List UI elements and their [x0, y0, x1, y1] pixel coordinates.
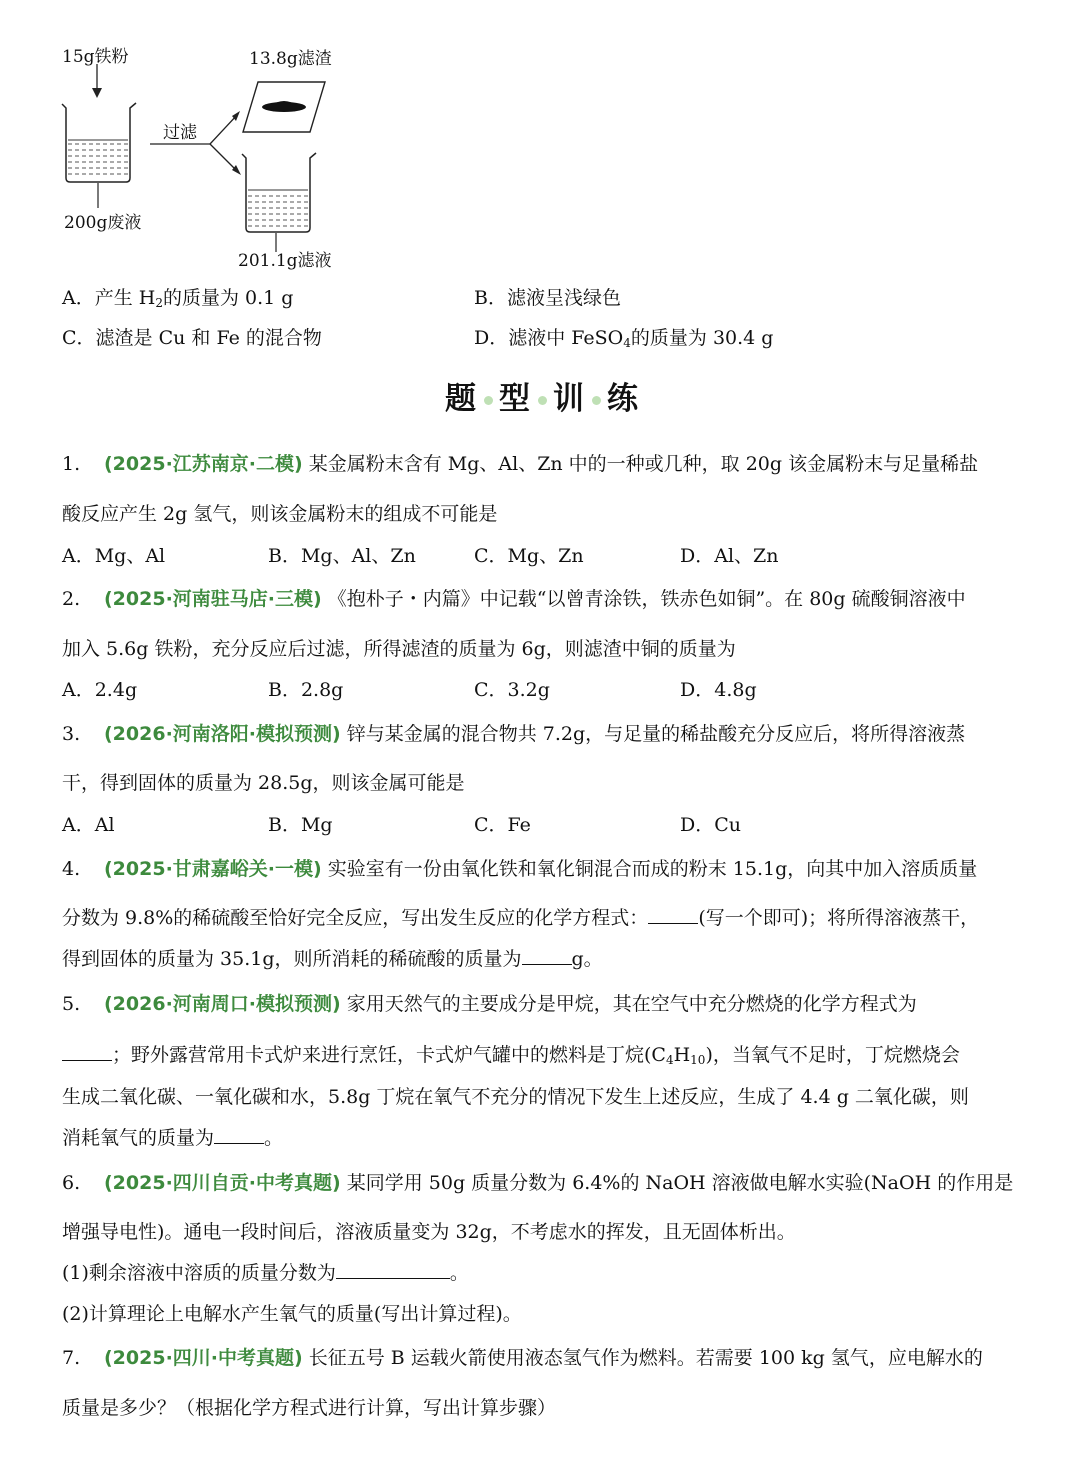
q4-line3: 得到固体的质量为 35.1g，则所消耗的稀硫酸的质量为 g。 [62, 948, 603, 970]
q3-line1: 3. (2026·河南洛阳·模拟预测) 锌与某金属的混合物共 7.2g，与足量的稀盐酸充分反应后，将所得溶液蒸 [62, 723, 966, 745]
filtrate-label: 201.1g滤液 [238, 251, 332, 271]
answer-blank[interactable] [522, 946, 572, 965]
question-source: (2025·河南驻马店·三模) [104, 588, 322, 610]
title-dot [484, 396, 493, 405]
answer-blank[interactable] [648, 905, 698, 924]
q5-line1: 5. (2026·河南周口·模拟预测) 家用天然气的主要成分是甲烷，其在空气中充分燃烧的化学方程式为 [62, 993, 917, 1015]
q2-line2: 加入 5.6g 铁粉，充分反应后过滤，所得滤渣的质量为 6g，则滤渣中铜的质量为 [62, 638, 736, 660]
prev-option-d: D．滤液中 FeSO$_4$的质量为 30.4 g [474, 327, 774, 350]
q2-option-b: B．2.8g [268, 679, 344, 701]
filter-label: 过滤 [163, 123, 197, 143]
question-source: (2025·四川自贡·中考真题) [104, 1172, 341, 1194]
q1-option-b: B．Mg、Al、Zn [268, 545, 416, 567]
q3-option-a: A．Al [62, 814, 115, 836]
section-title: 题 型 训 练 [445, 381, 640, 417]
q1-option-c: C．Mg、Zn [474, 545, 584, 567]
q4-line1: 4. (2025·甘肃嘉峪关·一模) 实验室有一份由氧化铁和氧化铜混合而成的粉末 15.1g，向其中加入溶质质量 [62, 858, 978, 880]
answer-blank[interactable] [62, 1042, 112, 1061]
waste-label: 200g废液 [64, 213, 142, 233]
question-number: 2. [62, 588, 81, 610]
q1-line2: 酸反应产生 2g 氢气，则该金属粉末的组成不可能是 [62, 503, 498, 525]
q7-line1: 7. (2025·四川·中考真题) 长征五号 B 运载火箭使用液态氢气作为燃料。若需要 100 kg 氢气，应电解水的 [62, 1347, 983, 1369]
prev-option-a: A．产生 $H_2$的质量为 0.1 g [62, 287, 294, 310]
question-source: (2026·河南洛阳·模拟预测) [104, 723, 341, 745]
question-number: 6. [62, 1172, 81, 1194]
q5-line4: 消耗氧气的质量为 。 [62, 1127, 284, 1149]
q2-option-c: C．3.2g [474, 679, 550, 701]
q2-line1: 2. (2025·河南驻马店·三模) 《抱朴子・内篇》中记载“以曾青涂铁，铁赤色如铜”。在 80g 硫酸铜溶液中 [62, 588, 966, 610]
q1-option-a: A．Mg、Al [62, 545, 166, 567]
title-dot [538, 396, 547, 405]
residue-label: 13.8g滤渣 [249, 49, 332, 69]
q4-line2: 分数为 9.8%的稀硫酸至恰好完全反应，写出发生反应的化学方程式： (写一个即可)；将所得溶液蒸干， [62, 907, 980, 929]
prev-option-b: B．滤液呈浅绿色 [474, 287, 621, 309]
answer-blank[interactable] [214, 1125, 264, 1144]
q6-line1: 6. (2025·四川自贡·中考真题) 某同学用 50g 质量分数为 6.4%的 NaOH 溶液做电解水实验(NaOH 的作用是 [62, 1172, 1014, 1194]
iron-label: 15g铁粉 [62, 47, 129, 67]
q1-line1: 1. (2025·江苏南京·二模) 某金属粉末含有 Mg、Al、Zn 中的一种或几种，取 20g 该金属粉末与足量稀盐 [62, 453, 979, 475]
q3-option-b: B．Mg [268, 814, 333, 836]
question-source: (2026·河南周口·模拟预测) [104, 993, 341, 1015]
question-number: 7. [62, 1347, 81, 1369]
q2-option-d: D．4.8g [680, 679, 757, 701]
q3-line2: 干，得到固体的质量为 28.5g，则该金属可能是 [62, 772, 465, 794]
answer-blank[interactable] [336, 1260, 450, 1279]
question-number: 1. [62, 453, 81, 475]
question-source: (2025·甘肃嘉峪关·一模) [104, 858, 322, 880]
question-source: (2025·四川·中考真题) [104, 1347, 303, 1369]
question-number: 5. [62, 993, 81, 1015]
q5-line2: ；野外露营常用卡式炉来进行烹饪，卡式炉气罐中的燃料是丁烷$(C_4H_{10})$，当氧气不足时，丁烷燃烧会 [62, 1040, 960, 1067]
question-number: 4. [62, 858, 81, 880]
question-number: 3. [62, 723, 81, 745]
q5-line3: 生成二氧化碳、一氧化碳和水，5.8g 丁烷在氧气不充分的情况下发生上述反应，生成了 4.4 g 二氧化碳，则 [62, 1086, 969, 1108]
q6-sub1: (1)剩余溶液中溶质的质量分数为 。 [62, 1262, 469, 1284]
q6-sub2: (2)计算理论上电解水产生氧气的质量(写出计算过程)。 [62, 1303, 522, 1325]
question-source: (2025·江苏南京·二模) [104, 453, 303, 475]
q1-option-d: D．Al、Zn [680, 545, 779, 567]
q3-option-c: C．Fe [474, 814, 531, 836]
q3-option-d: D．Cu [680, 814, 742, 836]
prev-option-c: C．滤渣是 Cu 和 Fe 的混合物 [62, 327, 322, 349]
q2-option-a: A．2.4g [62, 679, 138, 701]
title-dot [592, 396, 601, 405]
q7-line2: 质量是多少？（根据化学方程式进行计算，写出计算步骤） [62, 1397, 557, 1419]
q6-line2: 增强导电性)。通电一段时间后，溶液质量变为 32g，不考虑水的挥发，且无固体析出。 [62, 1221, 796, 1243]
